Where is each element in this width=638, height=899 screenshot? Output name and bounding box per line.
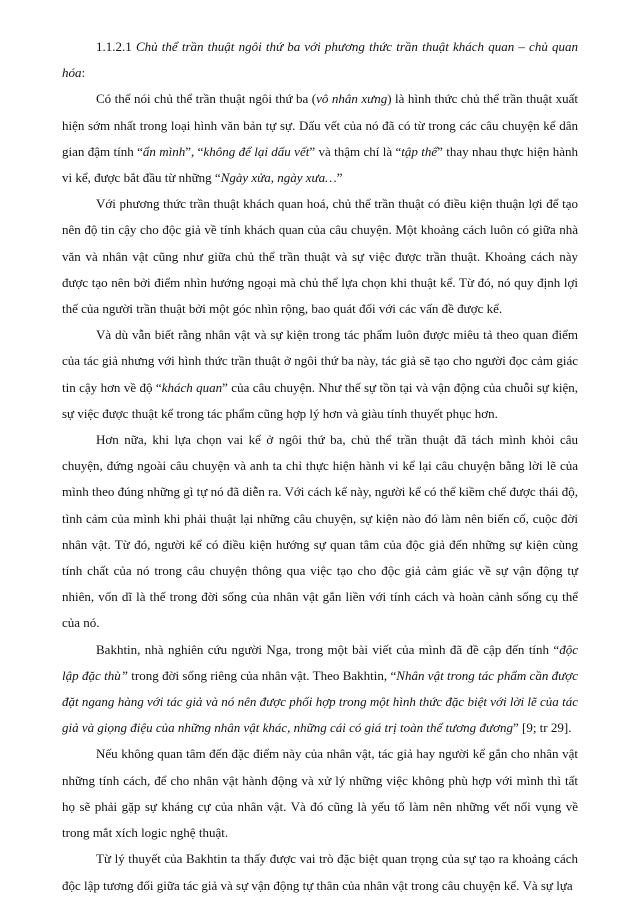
paragraph-7: Từ lý thuyết của Bakhtin ta thấy được vai trò đặc biệt quan trọng của sự tạo ra khoảng cách độc lập tương đối giữa tác giả và sự vận động tự thân của nhân vật trong câu chuyện kể. Và sự lựa: [62, 851, 578, 893]
section-title: Chủ thể trần thuật ngôi thứ ba với phương thức trần thuật khách quan – chủ quan hóa: [62, 39, 579, 81]
text-run: ” thay nhau thực hiện hành vi kể, được bắt đầu từ những “: [62, 143, 578, 186]
italic-term: độc lập đặc thù”: [62, 641, 578, 683]
text-run: ” [9; tr 29].: [512, 720, 572, 736]
text-run: ) là hình thức chủ thể trần thuật xuất hiện sớm nhất trong loại hình văn bản tự sự. Dấu vết của nó đã có từ trong các câu chuyện kể dân gian đậm tính “: [62, 91, 578, 159]
section-number: 1.1.2.1: [96, 39, 136, 54]
italic-term: ẩn mình: [142, 143, 186, 159]
italic-term: Ngày xửa, ngày xưa…: [220, 170, 337, 186]
paragraph-2: Với phương thức trần thuật khách quan hoá, chủ thể trần thuật có điều kiện thuận lợi để tạo nên độ tin cậy cho độc giả về tính khách quan của câu chuyện. Một khoảng cách luôn có giữa nhà văn và nhân vật cũng như giữa chủ thể trần thuật và sự việc được trần thuật. Khoảng cách này được tạo nên bởi điểm nhìn hướng ngoại mà chủ thể lựa chọn khi thuật kể. Từ đó, nó quy định lợi thế của người trần thuật bởi một góc nhìn rộng, bao quát đối với các vấn đề được kể.: [62, 196, 578, 317]
section-heading: [62, 34, 578, 86]
paragraph-4: Hơn nữa, khi lựa chọn vai kể ở ngôi thứ ba, chủ thể trần thuật đã tách mình khỏi câu chuyện, đứng ngoài câu chuyện và anh ta chỉ thực hiện hành vi kể lại câu chuyện bằng lời lẽ của mình theo đúng những gì tự nó đã diễn ra. Với cách kể này, người kể có thể kiềm chế được thái độ, tình cảm của mình khi phải thuật lại những câu chuyện, sự kiện nào đó làm nên biến cố, cuộc đời nhân vật. Từ đó, người kể có điều kiện hướng sự quan tâm của độc giả đến những sự kiện cùng tính chất của nó trong câu chuyện thông qua việc tạo cho độc giả cảm giác về sự vận động tự nhiên, vốn dĩ là thế trong đời sống của nhân vật gắn liền với tính cách và hoàn cảnh sống cụ thể của nó.: [62, 432, 578, 631]
text-run: ”, “: [185, 143, 204, 159]
text-run: Bakhtin, nhà nghiên cứu người Nga, trong một bài viết của mình đã đề cập đến tính “: [96, 641, 560, 657]
italic-quote: Nhân vật trong tác phẩm cần được đặt ngang hàng với tác giả và nó nên được phối hợp trong một hình thức đặc biệt với lời lẽ của tác giả và giọng điệu của những nhân vật khác, những cái có giá trị toàn thể tương đương: [62, 667, 578, 736]
italic-term: vô nhân xưng: [316, 91, 388, 107]
paragraph-5: [62, 637, 578, 742]
text-run: trong đời sống riêng của nhân vật. Theo Bakhtin, “: [127, 667, 397, 683]
text-run: ” và thậm chí là “: [309, 143, 402, 159]
italic-term: không để lại dấu vết: [203, 143, 310, 159]
italic-term: tập thể: [401, 143, 438, 159]
document-page: [62, 34, 578, 899]
text-run: Và dù vẫn biết rằng nhân vật và sự kiện trong tác phẩm luôn được miêu tả theo quan điểm của tác giả nhưng với hình thức trần thuật ở ngôi thứ ba này, tác giả sẽ tạo cho người đọc cảm giác tin cậy hơn về độ “: [62, 327, 578, 395]
text-run: Có thể nói chủ thể trần thuật ngôi thứ ba (: [96, 91, 317, 107]
text-run: ”: [336, 170, 343, 186]
section-colon: :: [81, 65, 86, 81]
italic-term: khách quan: [161, 379, 223, 395]
paragraph-6: Nếu không quan tâm đến đặc điểm này của nhân vật, tác giả hay người kể gắn cho nhân vật những tính cách, để cho nhân vật hành động và xử lý những việc không phù hợp với mình thì tất họ sẽ phải gặp sự kháng cự của nhân vật. Và đó cũng là yếu tố làm nên những vết nối vụng về trong mắt xích logic nghệ thuật.: [62, 746, 578, 841]
paragraph-3: [62, 322, 578, 427]
paragraph-1: [62, 86, 578, 191]
text-run: ” của câu chuyện. Như thế sự tồn tại và vận động của chuỗi sự kiện, sự việc được thuật kể trong tác phẩm cũng hợp lý hơn và giàu tính thuyết phục hơn.: [62, 379, 578, 421]
